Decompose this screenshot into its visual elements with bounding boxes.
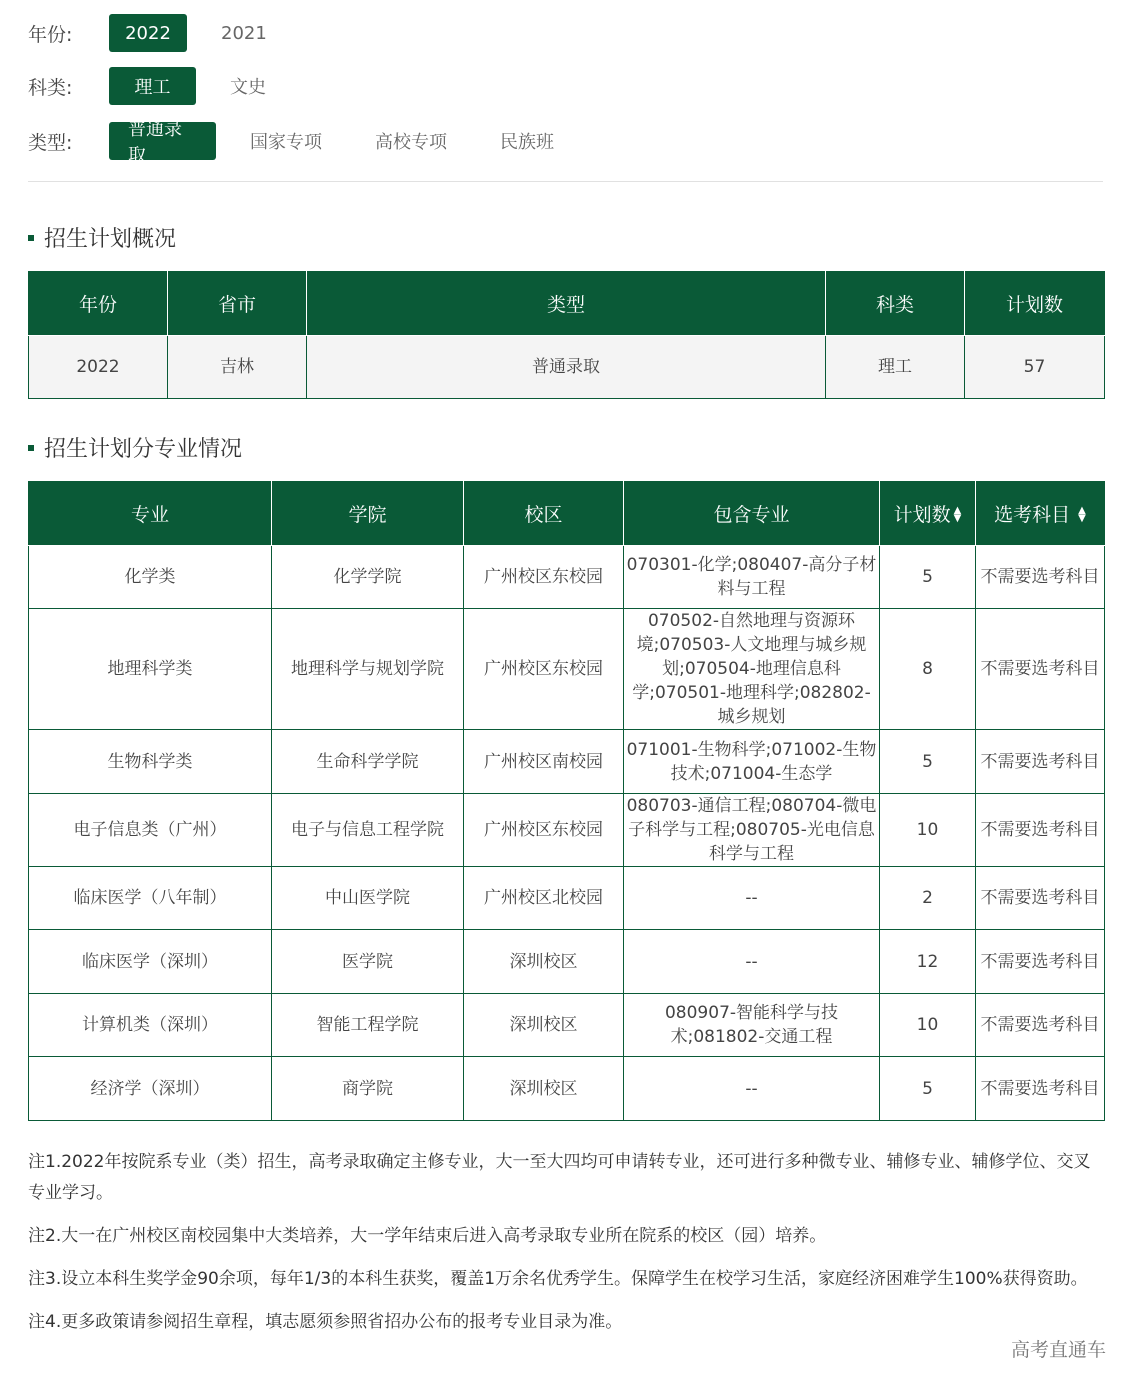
summary-section-title — [28, 222, 176, 253]
cell-major: 计算机类（深圳） — [29, 994, 272, 1057]
header-plan-count-label: 计划数 — [893, 503, 951, 526]
summary-table — [28, 271, 1105, 399]
year-filter-label: 年份: — [28, 23, 73, 46]
cell-plan-count: 8 — [880, 609, 976, 730]
type-option-regular[interactable]: 普通录取 — [109, 122, 216, 160]
cell-required-subjects: 不需要选考科目 — [976, 609, 1105, 730]
cell-required-subjects: 不需要选考科目 — [976, 930, 1105, 994]
filter-divider — [28, 181, 1103, 182]
type-option-ethnic-class[interactable]: 民族班 — [500, 132, 554, 153]
summary-cell-type: 普通录取 — [307, 336, 826, 399]
table-row — [29, 609, 1105, 730]
cell-college: 地理科学与规划学院 — [272, 609, 464, 730]
cell-campus: 深圳校区 — [464, 994, 624, 1057]
type-option-university-special[interactable]: 高校专项 — [375, 132, 447, 153]
table-row — [29, 994, 1105, 1057]
summary-title-text: 招生计划概况 — [44, 227, 177, 252]
summary-header-subject: 科类 — [826, 271, 965, 336]
year-option-2022[interactable]: 2022 — [109, 14, 187, 52]
cell-plan-count: 5 — [880, 546, 976, 609]
cell-college: 智能工程学院 — [272, 994, 464, 1057]
cell-plan-count: 5 — [880, 1057, 976, 1121]
cell-major: 临床医学（八年制） — [29, 867, 272, 930]
majors-title-text: 招生计划分专业情况 — [44, 437, 243, 462]
cell-major: 临床医学（深圳） — [29, 930, 272, 994]
summary-cell-province: 吉林 — [168, 336, 307, 399]
summary-header-plan-count: 计划数 — [965, 271, 1105, 336]
cell-required-subjects: 不需要选考科目 — [976, 794, 1105, 867]
summary-cell-plan-count: 57 — [965, 336, 1105, 399]
title-bullet-icon — [28, 235, 34, 241]
summary-header-province: 省市 — [168, 271, 307, 336]
cell-included-majors: -- — [624, 930, 880, 994]
summary-cell-year: 2022 — [29, 336, 168, 399]
subject-option-arts[interactable]: 文史 — [230, 77, 266, 98]
year-option-2021[interactable]: 2021 — [221, 22, 267, 44]
table-row — [29, 930, 1105, 994]
cell-major: 电子信息类（广州） — [29, 794, 272, 867]
title-bullet-icon — [28, 445, 34, 451]
cell-campus: 广州校区东校园 — [464, 794, 624, 867]
header-college: 学院 — [272, 481, 464, 546]
cell-plan-count: 10 — [880, 994, 976, 1057]
summary-header-type: 类型 — [307, 271, 826, 336]
notes-section — [28, 1147, 1106, 1350]
cell-campus: 广州校区南校园 — [464, 730, 624, 794]
header-campus: 校区 — [464, 481, 624, 546]
type-filter — [28, 119, 588, 166]
summary-header-year: 年份 — [29, 271, 168, 336]
cell-college: 化学学院 — [272, 546, 464, 609]
header-major: 专业 — [29, 481, 272, 546]
cell-major: 生物科学类 — [29, 730, 272, 794]
cell-plan-count: 12 — [880, 930, 976, 994]
year-filter — [28, 14, 301, 52]
cell-required-subjects: 不需要选考科目 — [976, 994, 1105, 1057]
summary-header-row — [29, 271, 1105, 336]
cell-campus: 深圳校区 — [464, 1057, 624, 1121]
cell-college: 商学院 — [272, 1057, 464, 1121]
type-option-national-special[interactable]: 国家专项 — [250, 132, 322, 153]
cell-plan-count: 5 — [880, 730, 976, 794]
header-required-subjects-sortable[interactable] — [976, 481, 1105, 546]
cell-college: 中山医学院 — [272, 867, 464, 930]
cell-plan-count: 10 — [880, 794, 976, 867]
table-row — [29, 336, 1105, 399]
cell-included-majors: 071001-生物科学;071002-生物技术;071004-生态学 — [624, 730, 880, 794]
table-row — [29, 867, 1105, 930]
cell-required-subjects: 不需要选考科目 — [976, 730, 1105, 794]
note-3: 注3.设立本科生奖学金90余项，每年1/3的本科生获奖，覆盖1万余名优秀学生。保障学生在校学习生活，家庭经济困难学生100%获得资助。 — [28, 1269, 1088, 1289]
table-row — [29, 730, 1105, 794]
cell-campus: 深圳校区 — [464, 930, 624, 994]
cell-required-subjects: 不需要选考科目 — [976, 867, 1105, 930]
subject-option-science[interactable]: 理工 — [109, 67, 196, 105]
cell-plan-count: 2 — [880, 867, 976, 930]
cell-campus: 广州校区北校园 — [464, 867, 624, 930]
table-row — [29, 794, 1105, 867]
sort-icon[interactable]: ▲ ▼ — [1078, 505, 1086, 524]
majors-table — [28, 481, 1105, 1121]
cell-included-majors: -- — [624, 867, 880, 930]
note-2: 注2.大一在广州校区南校园集中大类培养，大一学年结束后进入高考录取专业所在院系的校区（园）培养。 — [28, 1226, 827, 1246]
cell-major: 化学类 — [29, 546, 272, 609]
cell-included-majors: 080907-智能科学与技术;081802-交通工程 — [624, 994, 880, 1057]
sort-icon[interactable]: ▲ ▼ — [953, 505, 962, 524]
cell-college: 生命科学学院 — [272, 730, 464, 794]
subject-filter — [28, 67, 300, 105]
cell-required-subjects: 不需要选考科目 — [976, 1057, 1105, 1121]
watermark: 高考直通车 — [1010, 1339, 1106, 1361]
header-required-subjects-label: 选考科目 — [994, 503, 1071, 526]
type-filter-label: 类型: — [28, 131, 73, 154]
cell-college: 医学院 — [272, 930, 464, 994]
table-row — [29, 546, 1105, 609]
note-4: 注4.更多政策请参阅招生章程，填志愿须参照省招办公布的报考专业目录为准。 — [28, 1312, 623, 1332]
cell-major: 经济学（深圳） — [29, 1057, 272, 1121]
majors-header-row — [29, 481, 1105, 546]
majors-section-title — [28, 432, 242, 463]
table-row — [29, 1057, 1105, 1121]
cell-included-majors: 070502-自然地理与资源环境;070503-人文地理与城乡规划;070504-地理信息科学;070501-地理科学;082802-城乡规划 — [624, 609, 880, 730]
note-1: 注1.2022年按院系专业（类）招生，高考录取确定主修专业，大一至大四均可申请转专业，还可进行多种微专业、辅修专业、辅修学位、交叉专业学习。 — [28, 1152, 1091, 1203]
cell-required-subjects: 不需要选考科目 — [976, 546, 1105, 609]
header-included-majors: 包含专业 — [624, 481, 880, 546]
cell-major: 地理科学类 — [29, 609, 272, 730]
cell-included-majors: 070301-化学;080407-高分子材料与工程 — [624, 546, 880, 609]
subject-filter-label: 科类: — [28, 76, 73, 99]
cell-included-majors: -- — [624, 1057, 880, 1121]
summary-cell-subject: 理工 — [826, 336, 965, 399]
cell-campus: 广州校区东校园 — [464, 609, 624, 730]
header-plan-count-sortable[interactable] — [880, 481, 976, 546]
cell-campus: 广州校区东校园 — [464, 546, 624, 609]
cell-included-majors: 080703-通信工程;080704-微电子科学与工程;080705-光电信息科学与工程 — [624, 794, 880, 867]
cell-college: 电子与信息工程学院 — [272, 794, 464, 867]
